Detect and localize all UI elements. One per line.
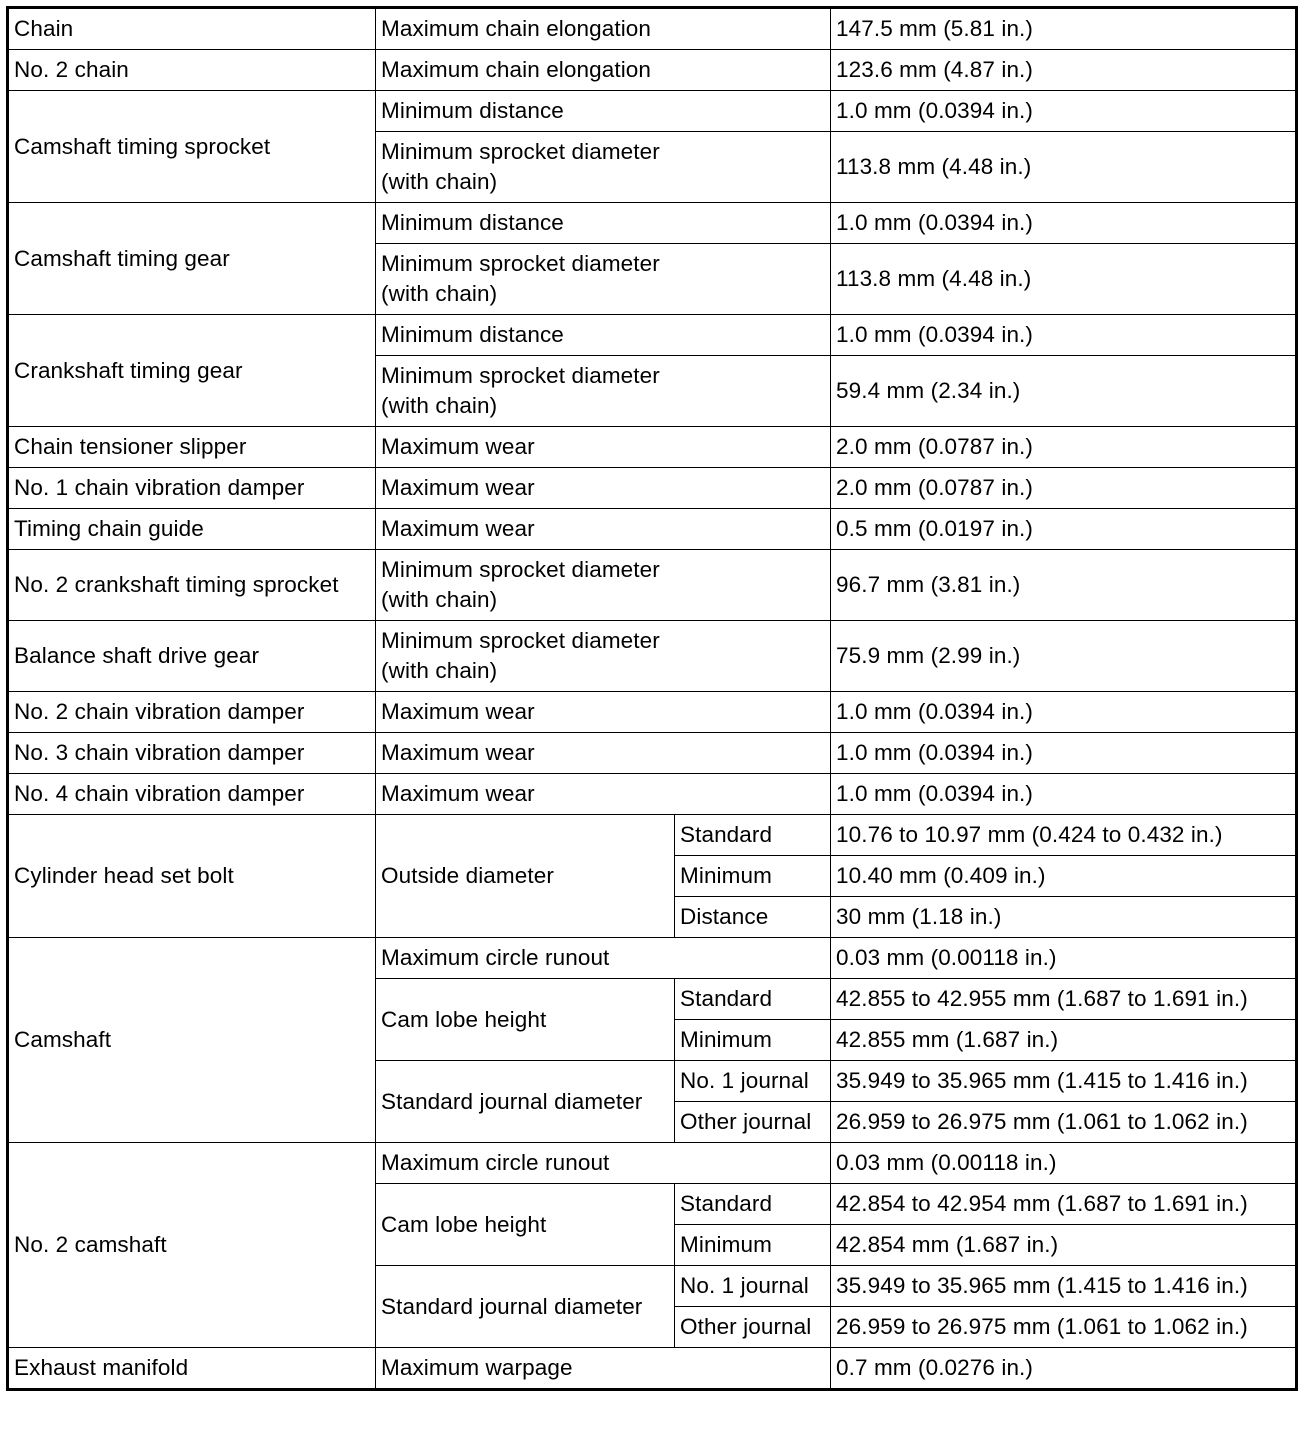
- table-row: [8, 203, 1297, 244]
- value-cell: 1.0 mm (0.0394 in.): [831, 692, 1297, 733]
- value-cell: 75.9 mm (2.99 in.): [831, 621, 1297, 692]
- value-cell: 1.0 mm (0.0394 in.): [831, 774, 1297, 815]
- item-cell: Minimum distance: [376, 203, 831, 244]
- item-cell: Minimum sprocket diameter (with chain): [376, 356, 831, 427]
- sub-item-cell: Other journal: [675, 1307, 831, 1348]
- spec-table: [6, 6, 1298, 1391]
- component-cell: Camshaft: [8, 938, 376, 1143]
- component-cell: Balance shaft drive gear: [8, 621, 376, 692]
- value-cell: 35.949 to 35.965 mm (1.415 to 1.416 in.): [831, 1061, 1297, 1102]
- sub-item-cell: Other journal: [675, 1102, 831, 1143]
- value-cell: 2.0 mm (0.0787 in.): [831, 427, 1297, 468]
- component-cell: Chain: [8, 8, 376, 50]
- value-cell: 59.4 mm (2.34 in.): [831, 356, 1297, 427]
- component-cell: Cylinder head set bolt: [8, 815, 376, 938]
- value-cell: 30 mm (1.18 in.): [831, 897, 1297, 938]
- table-row: [8, 621, 1297, 692]
- item-cell: Minimum sprocket diameter (with chain): [376, 244, 831, 315]
- item-cell: Minimum sprocket diameter (with chain): [376, 132, 831, 203]
- item-cell: Standard journal diameter: [376, 1266, 675, 1348]
- component-cell: No. 2 camshaft: [8, 1143, 376, 1348]
- item-cell: Outside diameter: [376, 815, 675, 938]
- value-cell: 1.0 mm (0.0394 in.): [831, 203, 1297, 244]
- sub-item-cell: Minimum: [675, 1225, 831, 1266]
- item-cell: Maximum wear: [376, 692, 831, 733]
- value-cell: 10.40 mm (0.409 in.): [831, 856, 1297, 897]
- component-cell: Camshaft timing gear: [8, 203, 376, 315]
- item-cell: Maximum chain elongation: [376, 8, 831, 50]
- item-cell: Maximum wear: [376, 774, 831, 815]
- value-cell: 0.03 mm (0.00118 in.): [831, 1143, 1297, 1184]
- table-row: [8, 427, 1297, 468]
- sub-item-cell: No. 1 journal: [675, 1266, 831, 1307]
- table-row: [8, 91, 1297, 132]
- value-cell: 42.854 to 42.954 mm (1.687 to 1.691 in.): [831, 1184, 1297, 1225]
- component-cell: No. 4 chain vibration damper: [8, 774, 376, 815]
- component-cell: Chain tensioner slipper: [8, 427, 376, 468]
- table-row: [8, 1143, 1297, 1184]
- sub-item-cell: No. 1 journal: [675, 1061, 831, 1102]
- component-cell: Timing chain guide: [8, 509, 376, 550]
- component-cell: Camshaft timing sprocket: [8, 91, 376, 203]
- value-cell: 113.8 mm (4.48 in.): [831, 244, 1297, 315]
- value-cell: 2.0 mm (0.0787 in.): [831, 468, 1297, 509]
- item-cell: Cam lobe height: [376, 1184, 675, 1266]
- value-cell: 10.76 to 10.97 mm (0.424 to 0.432 in.): [831, 815, 1297, 856]
- component-cell: No. 3 chain vibration damper: [8, 733, 376, 774]
- table-row: [8, 774, 1297, 815]
- item-cell: Cam lobe height: [376, 979, 675, 1061]
- item-cell: Maximum wear: [376, 468, 831, 509]
- value-cell: 42.855 to 42.955 mm (1.687 to 1.691 in.): [831, 979, 1297, 1020]
- value-cell: 0.03 mm (0.00118 in.): [831, 938, 1297, 979]
- item-cell: Minimum sprocket diameter (with chain): [376, 550, 831, 621]
- component-cell: Crankshaft timing gear: [8, 315, 376, 427]
- value-cell: 26.959 to 26.975 mm (1.061 to 1.062 in.): [831, 1307, 1297, 1348]
- table-row: [8, 733, 1297, 774]
- sub-item-cell: Minimum: [675, 856, 831, 897]
- component-cell: No. 2 crankshaft timing sprocket: [8, 550, 376, 621]
- value-cell: 113.8 mm (4.48 in.): [831, 132, 1297, 203]
- value-cell: 147.5 mm (5.81 in.): [831, 8, 1297, 50]
- sub-item-cell: Standard: [675, 1184, 831, 1225]
- item-cell: Minimum distance: [376, 91, 831, 132]
- item-cell: Minimum sprocket diameter (with chain): [376, 621, 831, 692]
- sub-item-cell: Minimum: [675, 1020, 831, 1061]
- item-cell: Maximum wear: [376, 509, 831, 550]
- item-cell: Standard journal diameter: [376, 1061, 675, 1143]
- item-cell: Maximum circle runout: [376, 938, 831, 979]
- component-cell: No. 1 chain vibration damper: [8, 468, 376, 509]
- value-cell: 42.854 mm (1.687 in.): [831, 1225, 1297, 1266]
- table-row: [8, 550, 1297, 621]
- table-row: [8, 938, 1297, 979]
- item-cell: Minimum distance: [376, 315, 831, 356]
- item-cell: Maximum chain elongation: [376, 50, 831, 91]
- table-row: [8, 509, 1297, 550]
- item-cell: Maximum circle runout: [376, 1143, 831, 1184]
- table-row: [8, 315, 1297, 356]
- value-cell: 26.959 to 26.975 mm (1.061 to 1.062 in.): [831, 1102, 1297, 1143]
- table-row: [8, 8, 1297, 50]
- item-cell: Maximum warpage: [376, 1348, 831, 1390]
- sub-item-cell: Standard: [675, 979, 831, 1020]
- sub-item-cell: Distance: [675, 897, 831, 938]
- item-cell: Maximum wear: [376, 733, 831, 774]
- value-cell: 1.0 mm (0.0394 in.): [831, 315, 1297, 356]
- item-cell: Maximum wear: [376, 427, 831, 468]
- component-cell: No. 2 chain vibration damper: [8, 692, 376, 733]
- table-row: [8, 1348, 1297, 1390]
- sub-item-cell: Standard: [675, 815, 831, 856]
- table-row: [8, 815, 1297, 856]
- value-cell: 123.6 mm (4.87 in.): [831, 50, 1297, 91]
- component-cell: Exhaust manifold: [8, 1348, 376, 1390]
- value-cell: 0.5 mm (0.0197 in.): [831, 509, 1297, 550]
- table-row: [8, 468, 1297, 509]
- value-cell: 35.949 to 35.965 mm (1.415 to 1.416 in.): [831, 1266, 1297, 1307]
- value-cell: 1.0 mm (0.0394 in.): [831, 91, 1297, 132]
- table-row: [8, 50, 1297, 91]
- value-cell: 42.855 mm (1.687 in.): [831, 1020, 1297, 1061]
- value-cell: 0.7 mm (0.0276 in.): [831, 1348, 1297, 1390]
- table-row: [8, 692, 1297, 733]
- value-cell: 96.7 mm (3.81 in.): [831, 550, 1297, 621]
- value-cell: 1.0 mm (0.0394 in.): [831, 733, 1297, 774]
- component-cell: No. 2 chain: [8, 50, 376, 91]
